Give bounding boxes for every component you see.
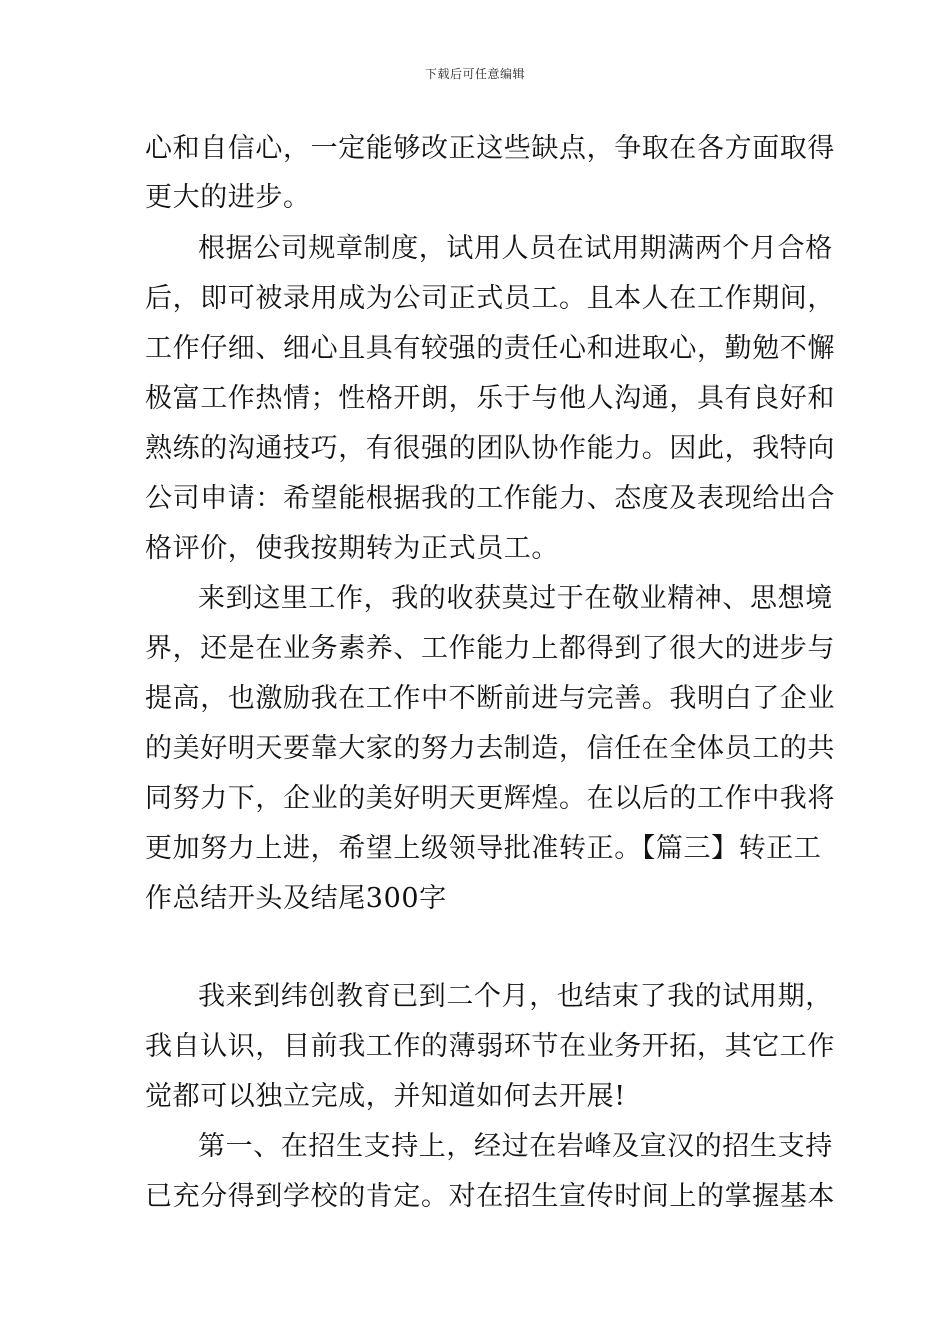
body-line: 熟练的沟通技巧，有很强的团队协作能力。因此，我特向: [145, 433, 835, 464]
body-line: 已充分得到学校的肯定。对在招生宣传时间上的掌握基本: [145, 1181, 835, 1212]
body-line: 同努力下，企业的美好明天更辉煌。在以后的工作中我将: [145, 783, 835, 814]
page-header: 下载后可任意编辑: [424, 67, 525, 81]
paragraph-start-line: 根据公司规章制度，试用人员在试用期满两个月合格: [198, 233, 833, 264]
body-line: 心和自信心，一定能够改正这些缺点，争取在各方面取得: [145, 133, 835, 164]
paragraph-start-line: 第一、在招生支持上，经过在岩峰及宣汉的招生支持: [198, 1131, 833, 1162]
body-line: 更加努力上进，希望上级领导批准转正。【篇三】转正工: [145, 833, 822, 864]
body-line: 公司申请：希望能根据我的工作能力、态度及表现给出合: [145, 483, 835, 514]
body-line: 我自认识，目前我工作的薄弱环节在业务开拓，其它工作: [145, 1031, 835, 1062]
body-line: 界，还是在业务素养、工作能力上都得到了很大的进步与: [145, 633, 835, 664]
body-line: 后，即可被录用成为公司正式员工。且本人在工作期间，: [145, 283, 835, 314]
paragraph-start-line: 我来到纬创教育已到二个月，也结束了我的试用期，: [198, 981, 833, 1012]
body-line: 极富工作热情；性格开朗，乐于与他人沟通，具有良好和: [145, 383, 835, 414]
body-line: 格评价，使我按期转为正式员工。: [145, 533, 559, 564]
body-line: 的美好明天要靠大家的努力去制造，信任在全体员工的共: [145, 733, 835, 764]
body-line: 觉都可以独立完成，并知道如何去开展!: [145, 1081, 626, 1112]
body-line: 工作仔细、细心且具有较强的责任心和进取心，勤勉不懈: [145, 333, 835, 364]
body-line: 作总结开头及结尾300字: [145, 883, 447, 914]
paragraph-start-line: 来到这里工作，我的收获莫过于在敬业精神、思想境: [198, 583, 833, 614]
body-line: 更大的进步。: [145, 182, 311, 213]
body-line: 提高，也激励我在工作中不断前进与完善。我明白了企业: [145, 683, 835, 714]
